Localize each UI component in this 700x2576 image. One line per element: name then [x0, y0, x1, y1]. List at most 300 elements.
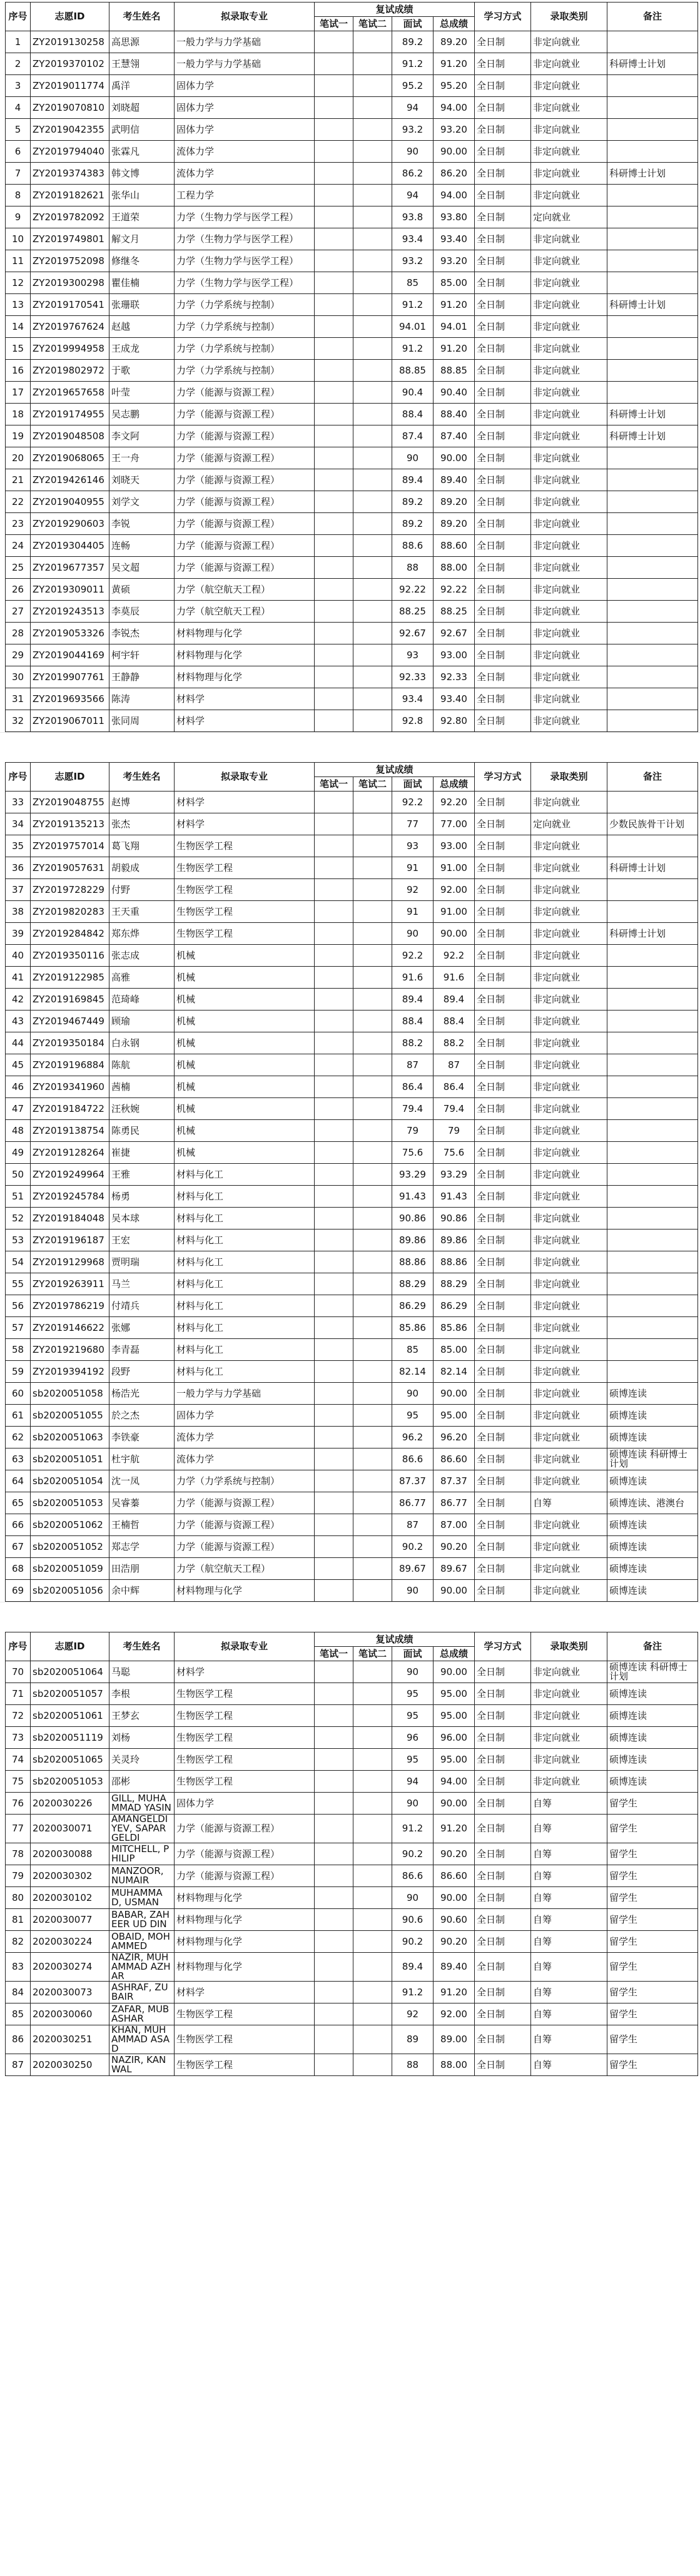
cell-interview: 90	[392, 923, 434, 945]
cell-id: ZY2019249964	[31, 1164, 109, 1186]
cell-category: 非定向就业	[531, 294, 607, 316]
cell-id: sb2020051056	[31, 1580, 109, 1602]
cell-total: 91.00	[434, 857, 475, 879]
cell-category: 非定向就业	[531, 1514, 607, 1536]
cell-total: 90.60	[434, 1909, 475, 1931]
table-row	[6, 382, 698, 404]
cell-interview: 90	[392, 141, 434, 163]
cell-name: 张娜	[109, 1317, 175, 1339]
table-row	[6, 447, 698, 469]
cell-mode: 全日制	[475, 857, 531, 879]
cell-mode: 全日制	[475, 491, 531, 513]
cell-interview: 93	[392, 835, 434, 857]
cell-id: ZY2019782092	[31, 206, 109, 228]
cell-written-2	[353, 97, 392, 119]
cell-total: 79.4	[434, 1098, 475, 1120]
cell-mode: 全日制	[475, 1683, 531, 1705]
cell-total: 86.60	[434, 1865, 475, 1887]
cell-id: 2020030302	[31, 1865, 109, 1887]
cell-total: 90.00	[434, 923, 475, 945]
cell-written-1	[315, 710, 353, 732]
cell-seq: 3	[6, 75, 31, 97]
cell-interview: 91.43	[392, 1186, 434, 1208]
cell-written-1	[315, 1865, 353, 1887]
table-header-row	[6, 3, 698, 17]
cell-written-2	[353, 1361, 392, 1383]
header-note: 备注	[607, 3, 698, 31]
cell-id: ZY2019728229	[31, 879, 109, 901]
cell-mode: 全日制	[475, 228, 531, 250]
cell-seq: 64	[6, 1470, 31, 1492]
table-row	[6, 1580, 698, 1602]
cell-mode: 全日制	[475, 469, 531, 491]
cell-written-1	[315, 1815, 353, 1843]
cell-interview: 91.2	[392, 53, 434, 75]
cell-note	[607, 250, 698, 272]
header-note: 备注	[607, 763, 698, 792]
cell-note	[607, 945, 698, 967]
cell-interview: 96.2	[392, 1427, 434, 1448]
cell-id: ZY2019169845	[31, 989, 109, 1011]
cell-name: 瞿佳楠	[109, 272, 175, 294]
cell-total: 86.60	[434, 1448, 475, 1470]
cell-name: 王静静	[109, 666, 175, 688]
cell-major: 力学（生物力学与医学工程）	[175, 206, 315, 228]
cell-interview: 95	[392, 1405, 434, 1427]
cell-category: 自筹	[531, 1931, 607, 1953]
cell-id: ZY2019350116	[31, 945, 109, 967]
cell-total: 93.00	[434, 644, 475, 666]
cell-name: 于歌	[109, 360, 175, 382]
cell-id: 2020030250	[31, 2054, 109, 2076]
cell-interview: 92	[392, 2003, 434, 2025]
cell-seq: 81	[6, 1909, 31, 1931]
cell-written-1	[315, 1953, 353, 1982]
cell-name: 马兰	[109, 1273, 175, 1295]
cell-interview: 89	[392, 2025, 434, 2054]
cell-interview: 92.33	[392, 666, 434, 688]
cell-category: 非定向就业	[531, 228, 607, 250]
cell-category: 非定向就业	[531, 163, 607, 185]
cell-category: 非定向就业	[531, 557, 607, 579]
cell-written-2	[353, 1448, 392, 1470]
cell-seq: 87	[6, 2054, 31, 2076]
cell-note	[607, 1032, 698, 1054]
cell-written-1	[315, 1661, 353, 1683]
cell-total: 88.29	[434, 1273, 475, 1295]
cell-written-2	[353, 879, 392, 901]
cell-written-2	[353, 163, 392, 185]
cell-mode: 全日制	[475, 923, 531, 945]
table-row	[6, 491, 698, 513]
table-row	[6, 1953, 698, 1982]
cell-written-1	[315, 666, 353, 688]
cell-seq: 55	[6, 1273, 31, 1295]
cell-written-2	[353, 688, 392, 710]
cell-seq: 57	[6, 1317, 31, 1339]
cell-category: 非定向就业	[531, 1383, 607, 1405]
cell-written-1	[315, 557, 353, 579]
cell-written-2	[353, 75, 392, 97]
cell-name: 顾瑜	[109, 1011, 175, 1032]
cell-written-1	[315, 1558, 353, 1580]
cell-written-2	[353, 1273, 392, 1295]
cell-name: 王一舟	[109, 447, 175, 469]
cell-id: ZY2019263911	[31, 1273, 109, 1295]
cell-name: 高雅	[109, 967, 175, 989]
cell-total: 90.00	[434, 1383, 475, 1405]
cell-major: 力学（能源与资源工程）	[175, 1492, 315, 1514]
cell-written-1	[315, 1032, 353, 1054]
table-row	[6, 879, 698, 901]
table-row	[6, 1514, 698, 1536]
header-mode: 学习方式	[475, 3, 531, 31]
cell-category: 非定向就业	[531, 1580, 607, 1602]
table-row	[6, 1208, 698, 1229]
cell-note	[607, 1098, 698, 1120]
table-row	[6, 1229, 698, 1251]
cell-category: 自筹	[531, 1887, 607, 1909]
cell-mode: 全日制	[475, 97, 531, 119]
table-row	[6, 710, 698, 732]
cell-mode: 全日制	[475, 425, 531, 447]
cell-category: 非定向就业	[531, 1749, 607, 1771]
cell-major: 力学（力学系统与控制）	[175, 360, 315, 382]
cell-major: 材料物理与化学	[175, 644, 315, 666]
table-row	[6, 163, 698, 185]
cell-written-2	[353, 1076, 392, 1098]
cell-id: ZY2019011774	[31, 75, 109, 97]
cell-category: 非定向就业	[531, 1536, 607, 1558]
cell-note	[607, 338, 698, 360]
cell-written-1	[315, 1339, 353, 1361]
cell-name: 吴文超	[109, 557, 175, 579]
table-row	[6, 835, 698, 857]
cell-mode: 全日制	[475, 901, 531, 923]
cell-name: 王天重	[109, 901, 175, 923]
table-row	[6, 813, 698, 835]
cell-seq: 16	[6, 360, 31, 382]
cell-interview: 90.2	[392, 1931, 434, 1953]
cell-note	[607, 1054, 698, 1076]
cell-category: 非定向就业	[531, 404, 607, 425]
cell-major: 力学（力学系统与控制）	[175, 294, 315, 316]
cell-written-1	[315, 535, 353, 557]
cell-seq: 72	[6, 1705, 31, 1727]
cell-name: 葛飞翔	[109, 835, 175, 857]
cell-category: 非定向就业	[531, 119, 607, 141]
cell-mode: 全日制	[475, 2003, 531, 2025]
cell-written-1	[315, 447, 353, 469]
cell-seq: 9	[6, 206, 31, 228]
cell-id: ZY2019184048	[31, 1208, 109, 1229]
cell-name: 付野	[109, 879, 175, 901]
cell-note	[607, 1229, 698, 1251]
table-row	[6, 1909, 698, 1931]
table-row	[6, 1339, 698, 1361]
cell-total: 92.33	[434, 666, 475, 688]
cell-mode: 全日制	[475, 1536, 531, 1558]
cell-interview: 92	[392, 879, 434, 901]
cell-interview: 93.8	[392, 206, 434, 228]
cell-total: 89.20	[434, 491, 475, 513]
header-category: 录取类别	[531, 763, 607, 792]
cell-mode: 全日制	[475, 1098, 531, 1120]
cell-written-2	[353, 513, 392, 535]
header-id: 志愿ID	[31, 3, 109, 31]
cell-mode: 全日制	[475, 382, 531, 404]
cell-name: MUHAMMAD, USMAN	[109, 1887, 175, 1909]
cell-major: 力学（生物力学与医学工程）	[175, 228, 315, 250]
cell-written-1	[315, 1405, 353, 1427]
cell-id: ZY2019170541	[31, 294, 109, 316]
cell-mode: 全日制	[475, 1982, 531, 2003]
cell-mode: 全日制	[475, 1186, 531, 1208]
cell-written-2	[353, 1186, 392, 1208]
cell-seq: 47	[6, 1098, 31, 1120]
header-interview: 面试	[392, 17, 434, 31]
cell-major: 材料与化工	[175, 1295, 315, 1317]
cell-written-1	[315, 2003, 353, 2025]
cell-name: 张华山	[109, 185, 175, 206]
cell-id: ZY2019130258	[31, 31, 109, 53]
cell-total: 90.40	[434, 382, 475, 404]
cell-category: 非定向就业	[531, 535, 607, 557]
cell-seq: 54	[6, 1251, 31, 1273]
cell-mode: 全日制	[475, 1815, 531, 1843]
cell-id: sb2020051063	[31, 1427, 109, 1448]
cell-written-2	[353, 2025, 392, 2054]
cell-major: 生物医学工程	[175, 2025, 315, 2054]
cell-interview: 91.2	[392, 338, 434, 360]
table-row	[6, 1164, 698, 1186]
cell-written-2	[353, 1470, 392, 1492]
cell-mode: 全日制	[475, 185, 531, 206]
cell-id: sb2020051053	[31, 1771, 109, 1793]
cell-total: 93.40	[434, 228, 475, 250]
cell-note: 硕博连读	[607, 1705, 698, 1727]
cell-category: 自筹	[531, 1793, 607, 1815]
cell-id: ZY2019309011	[31, 579, 109, 601]
cell-name: 邵彬	[109, 1771, 175, 1793]
cell-note	[607, 644, 698, 666]
cell-written-2	[353, 491, 392, 513]
cell-seq: 4	[6, 97, 31, 119]
cell-id: ZY2019677357	[31, 557, 109, 579]
cell-written-1	[315, 967, 353, 989]
cell-name: 李文阿	[109, 425, 175, 447]
cell-written-1	[315, 250, 353, 272]
cell-seq: 66	[6, 1514, 31, 1536]
cell-written-2	[353, 1661, 392, 1683]
cell-name: 崔捷	[109, 1142, 175, 1164]
cell-total: 93.40	[434, 688, 475, 710]
cell-major: 固体力学	[175, 1793, 315, 1815]
cell-total: 92.00	[434, 879, 475, 901]
cell-mode: 全日制	[475, 1361, 531, 1383]
cell-note	[607, 119, 698, 141]
table-row	[6, 53, 698, 75]
cell-name: 赵博	[109, 792, 175, 813]
cell-major: 材料与化工	[175, 1208, 315, 1229]
cell-interview: 86.6	[392, 1865, 434, 1887]
cell-name: 余中辉	[109, 1580, 175, 1602]
cell-id: ZY2019341960	[31, 1076, 109, 1098]
cell-seq: 73	[6, 1727, 31, 1749]
header-retest: 复试成绩	[315, 763, 475, 777]
table-row	[6, 1142, 698, 1164]
header-category: 录取类别	[531, 3, 607, 31]
table-row	[6, 97, 698, 119]
cell-name: 刘晓天	[109, 469, 175, 491]
page	[0, 0, 700, 732]
cell-written-1	[315, 1448, 353, 1470]
table-row	[6, 857, 698, 879]
cell-name: 付靖兵	[109, 1295, 175, 1317]
cell-seq: 76	[6, 1793, 31, 1815]
cell-category: 自筹	[531, 1865, 607, 1887]
cell-interview: 88.6	[392, 535, 434, 557]
cell-mode: 全日制	[475, 1727, 531, 1749]
cell-written-1	[315, 31, 353, 53]
cell-mode: 全日制	[475, 557, 531, 579]
cell-note	[607, 710, 698, 732]
cell-interview: 75.6	[392, 1142, 434, 1164]
cell-category: 非定向就业	[531, 879, 607, 901]
cell-major: 力学（航空航天工程）	[175, 601, 315, 623]
cell-mode: 全日制	[475, 792, 531, 813]
table-header-row	[6, 763, 698, 777]
cell-major: 材料与化工	[175, 1361, 315, 1383]
cell-written-2	[353, 835, 392, 857]
cell-note	[607, 97, 698, 119]
cell-seq: 62	[6, 1427, 31, 1448]
cell-category: 非定向就业	[531, 1229, 607, 1251]
cell-interview: 88	[392, 557, 434, 579]
cell-id: sb2020051054	[31, 1470, 109, 1492]
cell-written-1	[315, 1251, 353, 1273]
cell-total: 85.00	[434, 1339, 475, 1361]
cell-seq: 84	[6, 1982, 31, 2003]
cell-note	[607, 1361, 698, 1383]
cell-interview: 95	[392, 1705, 434, 1727]
cell-seq: 69	[6, 1580, 31, 1602]
cell-category: 非定向就业	[531, 31, 607, 53]
cell-written-1	[315, 1536, 353, 1558]
cell-category: 非定向就业	[531, 1054, 607, 1076]
cell-written-2	[353, 1536, 392, 1558]
cell-major: 材料物理与化学	[175, 623, 315, 644]
cell-seq: 78	[6, 1843, 31, 1865]
cell-id: 2020030251	[31, 2025, 109, 2054]
cell-written-1	[315, 623, 353, 644]
cell-written-2	[353, 989, 392, 1011]
cell-mode: 全日制	[475, 1661, 531, 1683]
table-row	[6, 1251, 698, 1273]
cell-written-1	[315, 1843, 353, 1865]
cell-written-2	[353, 53, 392, 75]
cell-major: 机械	[175, 1076, 315, 1098]
admission-table	[5, 762, 698, 1602]
cell-written-1	[315, 1492, 353, 1514]
cell-id: ZY2019044169	[31, 644, 109, 666]
cell-note: 留学生	[607, 1887, 698, 1909]
cell-note	[607, 792, 698, 813]
cell-mode: 全日制	[475, 206, 531, 228]
cell-written-2	[353, 1514, 392, 1536]
cell-name: MITCHELL, PHILIP	[109, 1843, 175, 1865]
cell-seq: 44	[6, 1032, 31, 1054]
cell-seq: 59	[6, 1361, 31, 1383]
cell-seq: 5	[6, 119, 31, 141]
cell-written-2	[353, 294, 392, 316]
cell-category: 非定向就业	[531, 425, 607, 447]
table-row	[6, 923, 698, 945]
cell-category: 非定向就业	[531, 1142, 607, 1164]
cell-written-2	[353, 579, 392, 601]
cell-written-2	[353, 1339, 392, 1361]
table-row	[6, 1076, 698, 1098]
cell-seq: 6	[6, 141, 31, 163]
cell-name: 王宏	[109, 1229, 175, 1251]
cell-id: ZY2019057631	[31, 857, 109, 879]
cell-category: 非定向就业	[531, 710, 607, 732]
cell-name: 李根	[109, 1683, 175, 1705]
cell-mode: 全日制	[475, 1843, 531, 1865]
cell-total: 95.00	[434, 1683, 475, 1705]
cell-note: 留学生	[607, 1843, 698, 1865]
cell-major: 一般力学与力学基础	[175, 1383, 315, 1405]
table-row	[6, 1383, 698, 1405]
cell-seq: 49	[6, 1142, 31, 1164]
cell-interview: 90	[392, 1793, 434, 1815]
cell-total: 90.20	[434, 1536, 475, 1558]
cell-written-2	[353, 1683, 392, 1705]
cell-category: 非定向就业	[531, 272, 607, 294]
cell-seq: 65	[6, 1492, 31, 1514]
cell-interview: 92.2	[392, 792, 434, 813]
cell-id: ZY2019129968	[31, 1251, 109, 1273]
cell-total: 87.40	[434, 425, 475, 447]
table-row	[6, 31, 698, 53]
cell-written-2	[353, 901, 392, 923]
cell-interview: 79.4	[392, 1098, 434, 1120]
cell-note	[607, 666, 698, 688]
cell-major: 工程力学	[175, 185, 315, 206]
cell-total: 92.20	[434, 792, 475, 813]
header-written-2: 笔试二	[353, 1647, 392, 1661]
cell-name: 范琦峰	[109, 989, 175, 1011]
cell-seq: 19	[6, 425, 31, 447]
cell-written-2	[353, 1909, 392, 1931]
table-row	[6, 250, 698, 272]
cell-id: ZY2019053326	[31, 623, 109, 644]
cell-id: sb2020051058	[31, 1383, 109, 1405]
cell-mode: 全日制	[475, 579, 531, 601]
cell-name: OBAID, MOHAMMED	[109, 1931, 175, 1953]
cell-name: 刘杨	[109, 1727, 175, 1749]
cell-name: BABAR, ZAHEER UD DIN	[109, 1909, 175, 1931]
cell-seq: 10	[6, 228, 31, 250]
cell-category: 非定向就业	[531, 579, 607, 601]
cell-interview: 89.4	[392, 989, 434, 1011]
cell-total: 90.00	[434, 1580, 475, 1602]
cell-seq: 35	[6, 835, 31, 857]
cell-written-2	[353, 447, 392, 469]
table-row	[6, 1982, 698, 2003]
cell-major: 材料学	[175, 1661, 315, 1683]
cell-seq: 41	[6, 967, 31, 989]
